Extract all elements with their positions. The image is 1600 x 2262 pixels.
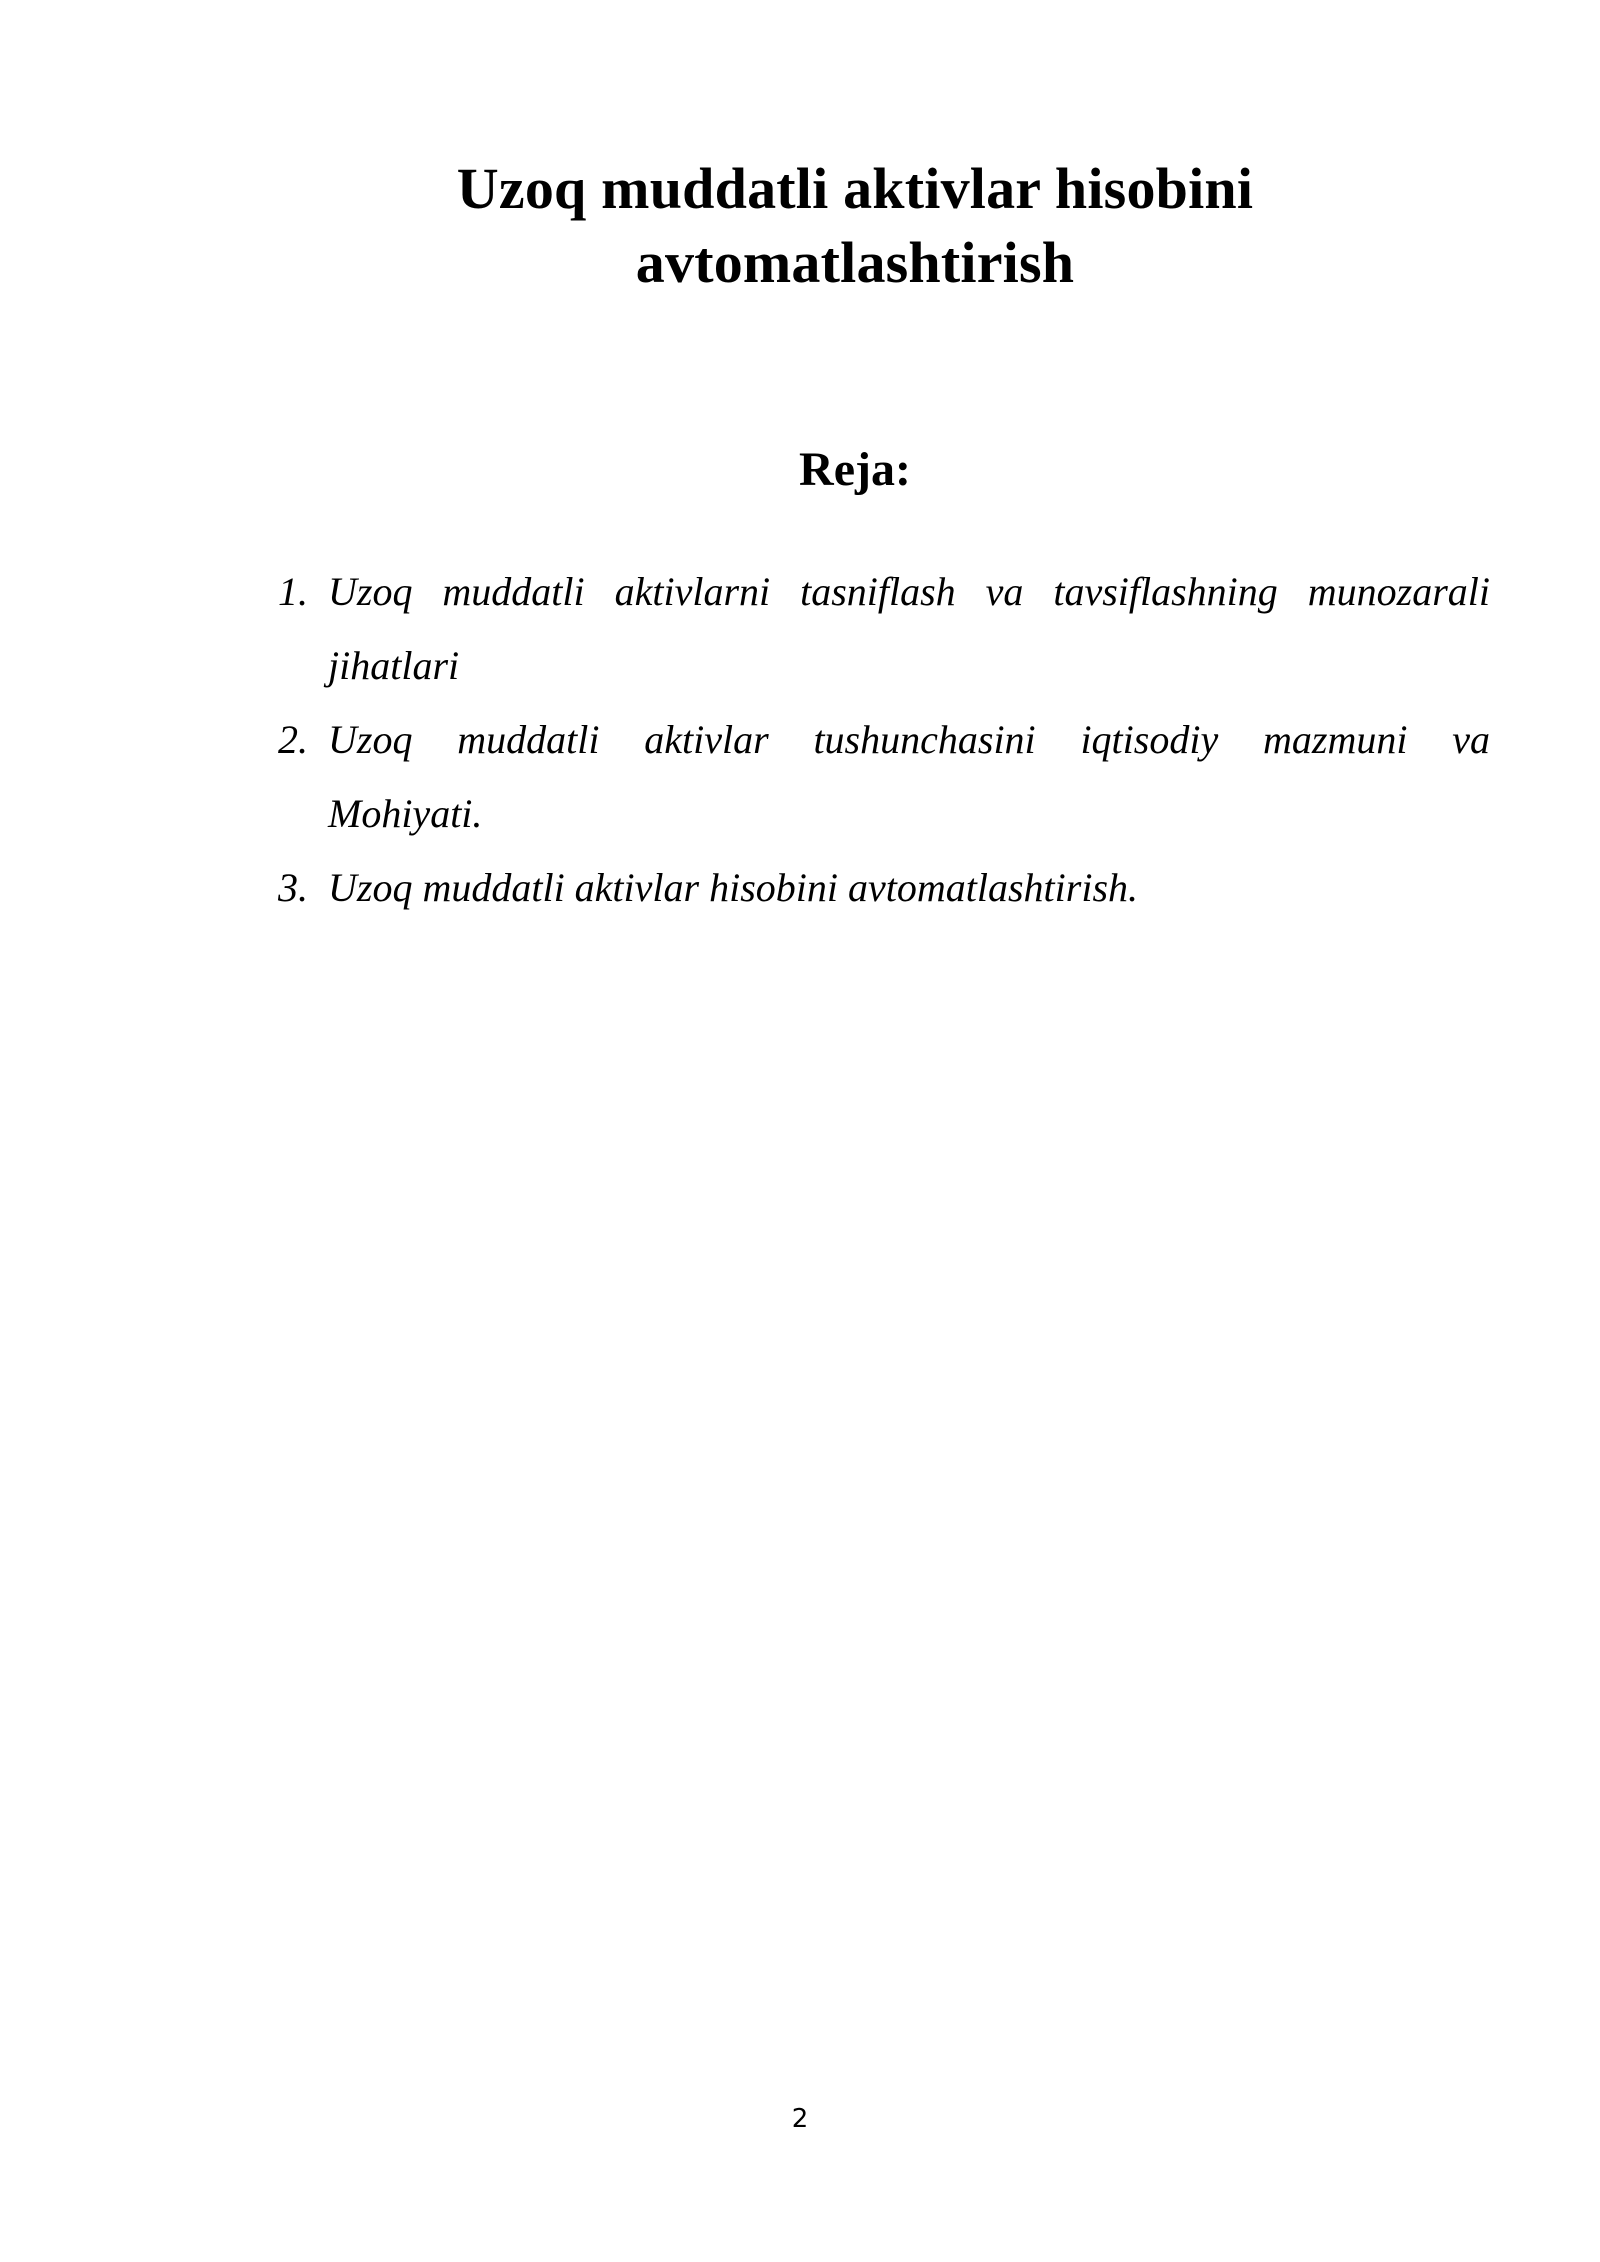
plan-item-text-line-2: jihatlari xyxy=(328,643,460,688)
page-number: 2 xyxy=(791,2104,809,2134)
plan-item-text-line-1: Uzoq muddatli aktivlar tushunchasini iqtisodiy mazmuni va xyxy=(328,717,1490,762)
plan-list xyxy=(268,555,1490,925)
plan-item-number: 1. xyxy=(278,569,308,614)
title-line-1: Uzoq muddatli aktivlar hisobini xyxy=(456,156,1254,221)
plan-item-1 xyxy=(268,555,1490,703)
plan-item-number: 3. xyxy=(278,865,308,910)
plan-item-3 xyxy=(268,851,1490,925)
plan-item-text-line-1: Uzoq muddatli aktivlarni tasniflash va tavsiflashning munozarali xyxy=(328,569,1490,614)
plan-item-number: 2. xyxy=(278,717,308,762)
plan-item-text-line-2: Mohiyati. xyxy=(328,791,483,836)
plan-heading: Reja: xyxy=(799,443,911,496)
document-title xyxy=(350,152,1360,300)
plan-item-2 xyxy=(268,703,1490,851)
plan-item-text-line-1: Uzoq muddatli aktivlar hisobini avtomatlashtirish. xyxy=(328,865,1139,910)
title-line-2: avtomatlashtirish xyxy=(635,230,1075,295)
